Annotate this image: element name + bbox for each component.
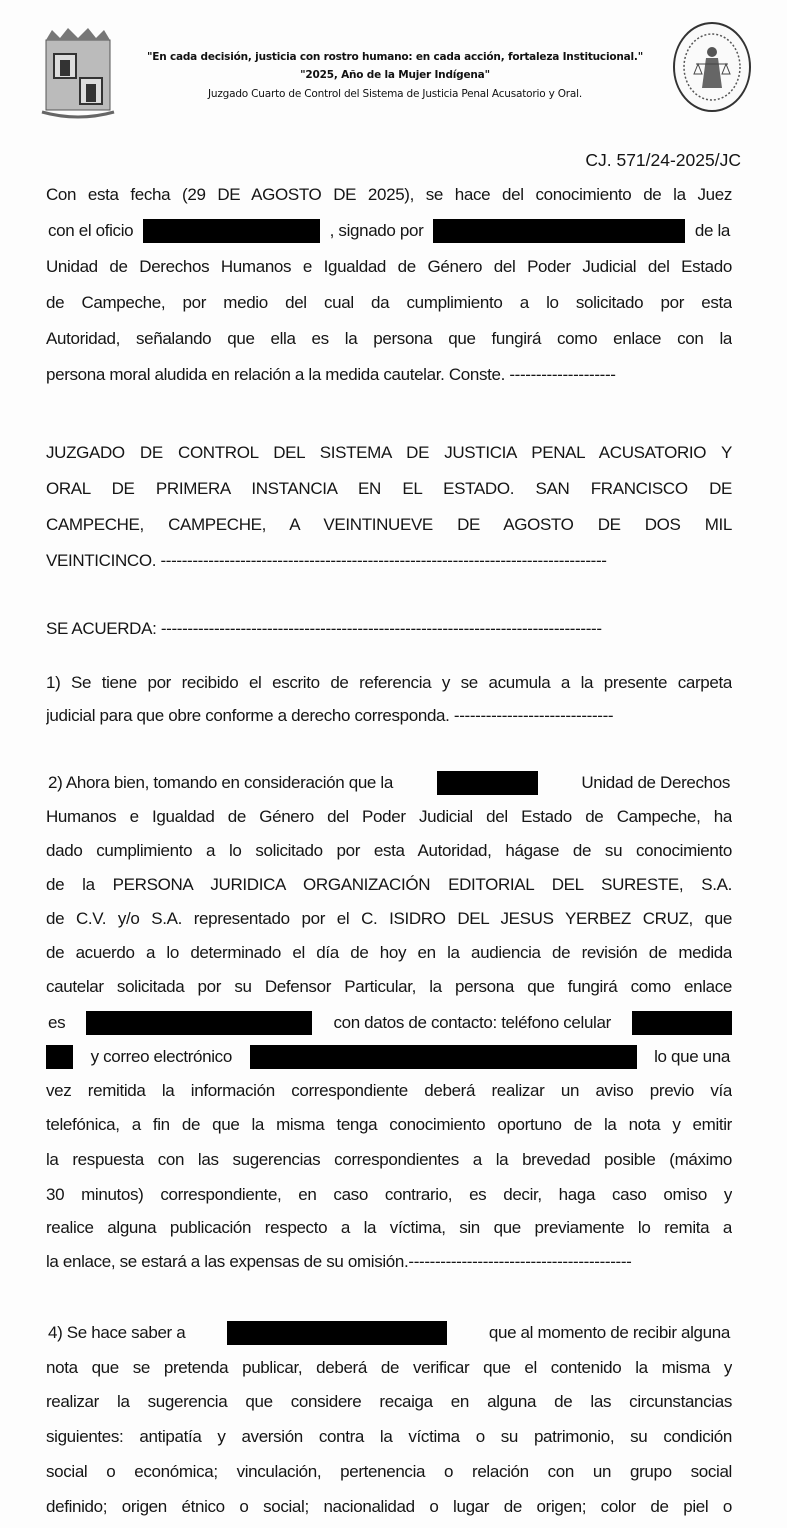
redaction-box [46, 1045, 73, 1069]
line-text: CAMPECHE, CAMPECHE, A VEINTINUEVE DE AGOSTO DE DOS MIL [46, 515, 732, 534]
redaction-box [437, 771, 538, 795]
line-text: lo que una [654, 1047, 730, 1066]
line-text: realice alguna publicación respecto a la víctima, sin que previamente lo remita a [46, 1218, 732, 1237]
text-line [46, 1113, 732, 1137]
text-line [46, 219, 732, 243]
line-text: Unidad de Derechos [581, 773, 730, 792]
line-text: judicial para que obre conforme a derecho corresponda. ------------------------------ [46, 706, 614, 725]
text-line [46, 671, 732, 695]
text-line [46, 1011, 732, 1035]
line-text: SE ACUERDA: ----------------------------------------------------------------------------------- [46, 619, 602, 638]
text-line [46, 941, 732, 965]
header-court-name: Juzgado Cuarto de Control del Sistema de Justicia Penal Acusatorio y Oral. [207, 88, 582, 100]
redaction-box [86, 1011, 312, 1035]
text-line [46, 1495, 732, 1519]
text-line [46, 1183, 732, 1207]
text-line [46, 1460, 732, 1484]
line-text: social o económica; vinculación, pertenencia o relación con un grupo social [46, 1462, 732, 1481]
text-line [46, 327, 732, 351]
text-line [46, 291, 732, 315]
line-text: JUZGADO DE CONTROL DEL SISTEMA DE JUSTICIA PENAL ACUSATORIO Y [46, 443, 732, 462]
line-text: de la PERSONA JURIDICA ORGANIZACIÓN EDITORIAL DEL SURESTE, S.A. [46, 875, 732, 894]
text-line [46, 805, 732, 829]
text-line [46, 771, 732, 795]
redaction-box [227, 1321, 447, 1345]
line-text: con el oficio [48, 221, 134, 240]
line-text: 4) Se hace saber a [48, 1323, 186, 1342]
line-text: VEINTICINCO. ------------------------------------------------------------------------------------ [46, 551, 607, 570]
line-text: Con esta fecha (29 DE AGOSTO DE 2025), se hace del conocimiento de la Juez [46, 185, 732, 204]
text-line [46, 1250, 732, 1274]
line-text: dado cumplimiento a lo solicitado por esta Autoridad, hágase de su conocimiento [46, 841, 732, 860]
text-line [46, 1148, 732, 1172]
header-year-slogan: "2025, Año de la Mujer Indígena" [300, 69, 490, 81]
text-line [46, 1216, 732, 1240]
line-text: vez remitida la información correspondiente deberá realizar un aviso previo vía [46, 1081, 732, 1100]
line-text: siguientes: antipatía y aversión contra la víctima o su patrimonio, su condición [46, 1427, 732, 1446]
text-line [46, 975, 732, 999]
text-line [46, 363, 732, 387]
text-line [46, 513, 732, 537]
line-text: realizar la sugerencia que considere recaiga en alguna de las circunstancias [46, 1392, 732, 1411]
line-text: nota que se pretenda publicar, deberá de verificar que el contenido la misma y [46, 1358, 732, 1377]
line-text: definido; origen étnico o social; nacionalidad o lugar de origen; color de piel o [46, 1497, 732, 1516]
line-text: es [48, 1013, 66, 1032]
text-line [46, 907, 732, 931]
line-text: de acuerdo a lo determinado el día de hoy en la audiencia de revisión de medida [46, 943, 732, 962]
text-line [46, 255, 732, 279]
line-text: 30 minutos) correspondiente, en caso contrario, es decir, haga caso omiso y [46, 1185, 732, 1204]
line-text: de la [694, 221, 730, 240]
text-line [46, 183, 732, 207]
line-text: 1) Se tiene por recibido el escrito de referencia y se acumula a la presente carpeta [46, 673, 732, 692]
judicial-power-seal-logo [670, 20, 754, 114]
text-line [46, 1045, 732, 1069]
redaction-box [250, 1045, 637, 1069]
text-line [46, 549, 732, 573]
text-line [46, 1425, 732, 1449]
line-text: de Campeche, por medio del cual da cumplimiento a lo solicitado por esta [46, 293, 732, 312]
line-text: y correo electrónico [90, 1047, 232, 1066]
text-line [46, 1321, 732, 1345]
text-line [46, 1079, 732, 1103]
case-number: CJ. 571/24-2025/JC [585, 150, 741, 170]
line-text: la respuesta con las sugerencias correspondientes a la brevedad posible (máximo [46, 1150, 732, 1169]
redaction-box [143, 219, 320, 243]
line-text: 2) Ahora bien, tomando en consideración que la [48, 773, 393, 792]
campeche-coat-of-arms-logo [38, 26, 118, 120]
text-line [46, 1390, 732, 1414]
line-text: persona moral aludida en relación a la medida cautelar. Conste. -------------------- [46, 365, 616, 384]
line-text: Autoridad, señalando que ella es la persona que fungirá como enlace con la [46, 329, 732, 348]
redaction-box [433, 219, 685, 243]
text-line [46, 1356, 732, 1380]
header-motto: "En cada decisión, justicia con rostro humano: en cada acción, fortaleza Institucional." [146, 51, 643, 63]
line-text: telefónica, a fin de que la misma tenga conocimiento oportuno de la nota y emitir [46, 1115, 732, 1134]
line-text: , signado por [329, 221, 424, 240]
text-line [46, 839, 732, 863]
text-line [46, 873, 732, 897]
line-text: ORAL DE PRIMERA INSTANCIA EN EL ESTADO. SAN FRANCISCO DE [46, 479, 732, 498]
text-line [46, 441, 732, 465]
line-text: la enlace, se estará a las expensas de su omisión.------------------------------------------ [46, 1252, 632, 1271]
line-text: Humanos e Igualdad de Género del Poder Judicial del Estado de Campeche, ha [46, 807, 732, 826]
text-line [46, 477, 732, 501]
text-line [46, 617, 732, 641]
line-text: cautelar solicitada por su Defensor Particular, la persona que fungirá como enlace [46, 977, 732, 996]
line-text: Unidad de Derechos Humanos e Igualdad de Género del Poder Judicial del Estado [46, 257, 732, 276]
line-text: con datos de contacto: teléfono celular [333, 1013, 611, 1032]
line-text: que al momento de recibir alguna [488, 1323, 730, 1342]
text-line [46, 704, 732, 728]
redaction-box [632, 1011, 732, 1035]
line-text: de C.V. y/o S.A. representado por el C. ISIDRO DEL JESUS YERBEZ CRUZ, que [46, 909, 732, 928]
